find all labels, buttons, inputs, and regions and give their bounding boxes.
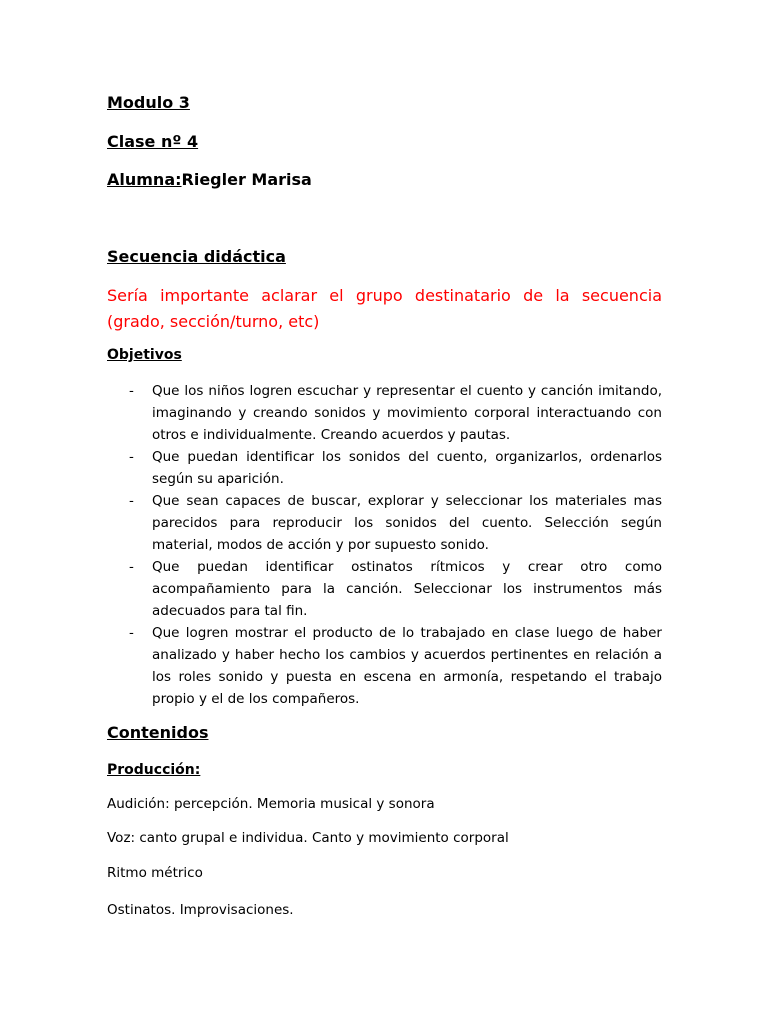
content-line: Ostinatos. Improvisaciones. (107, 902, 294, 918)
class-heading: Clase nº 4 (107, 132, 199, 151)
content-line: Audición: percepción. Memoria musical y sonora (107, 796, 435, 812)
objective-text: Que los niños logren escuchar y representar el cuento y canción imitando, imaginando y creando sonidos y movimiento corporal interactuando con otros e individualmente. Creando acuerdos y pautas. (152, 383, 662, 443)
student-name: Riegler Marisa (181, 170, 312, 189)
contents-title: Contenidos (107, 723, 209, 742)
dash-bullet: - (129, 493, 134, 509)
objective-text: Que sean capaces de buscar, explorar y seleccionar los materiales mas parecidos para reproducir los sonidos del cuento. Selección según material, modos de acción y por supuesto sonido. (152, 493, 662, 553)
objective-text: Que puedan identificar los sonidos del cuento, organizarlos, ordenarlos según su aparición. (152, 449, 662, 487)
dash-bullet: - (129, 449, 134, 465)
list-item (107, 446, 662, 490)
list-item (107, 380, 662, 446)
content-line: Voz: canto grupal e individua. Canto y movimiento corporal (107, 830, 509, 846)
content-line: Ritmo métrico (107, 865, 203, 881)
student-heading (107, 170, 312, 189)
dash-bullet: - (129, 383, 134, 399)
teacher-note: Sería importante aclarar el grupo destinatario de la secuencia (grado, sección/turno, etc) (107, 286, 662, 331)
production-title: Producción: (107, 762, 201, 778)
sequence-title: Secuencia didáctica (107, 247, 286, 266)
objectives-list (107, 380, 662, 710)
list-item (107, 622, 662, 710)
list-item (107, 490, 662, 556)
module-heading: Modulo 3 (107, 93, 190, 112)
list-item (107, 556, 662, 622)
objectives-title: Objetivos (107, 347, 182, 363)
objective-text: Que logren mostrar el producto de lo trabajado en clase luego de haber analizado y haber hecho los cambios y acuerdos pertinentes en relación a los roles sonido y puesta en escena en armonía, respetando el trabajo propio y el de los compañeros. (152, 625, 662, 707)
dash-bullet: - (129, 625, 134, 641)
student-label: Alumna: (107, 170, 182, 189)
dash-bullet: - (129, 559, 134, 575)
objective-text: Que puedan identificar ostinatos rítmicos y crear otro como acompañamiento para la canción. Seleccionar los instrumentos más adecuados para tal fin. (152, 559, 662, 619)
